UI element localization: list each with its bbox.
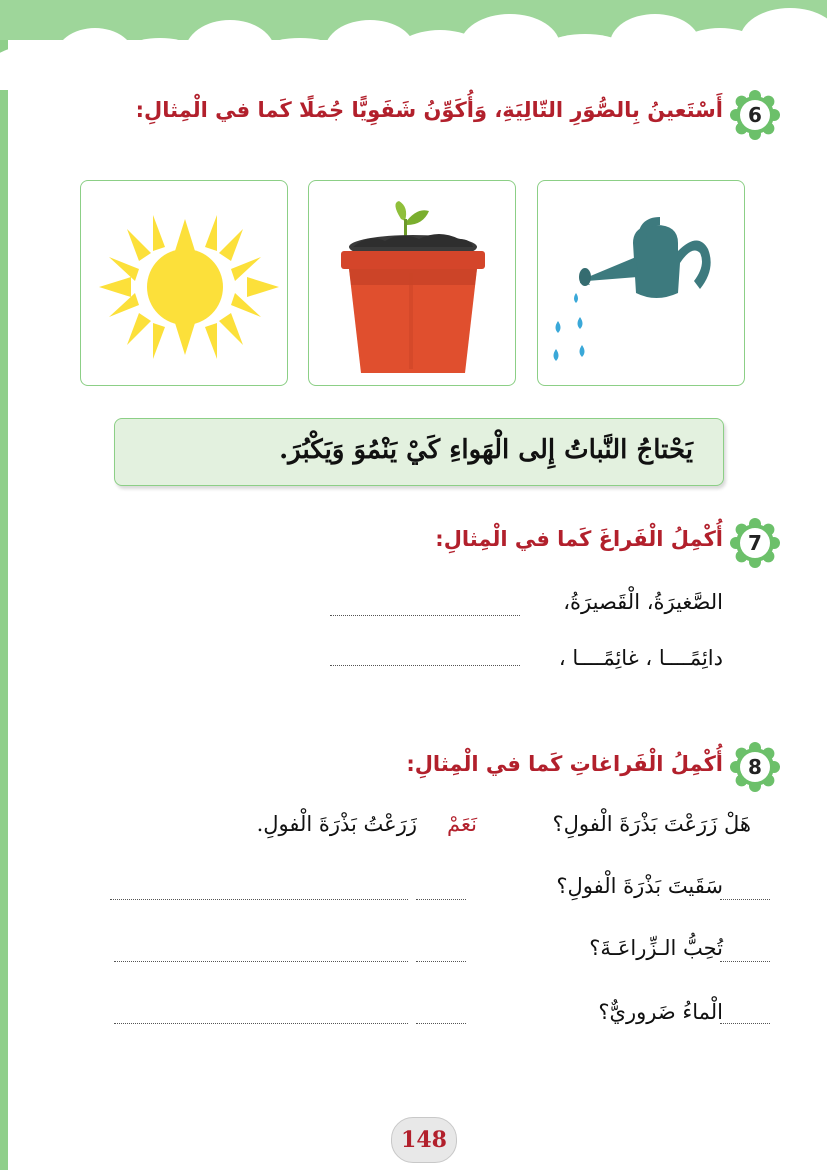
exercise-8-answer-3-prefix-blank[interactable] [416, 1022, 466, 1024]
page-left-border [0, 0, 8, 1170]
exercise-8-example-question: هَلْ زَرَعْتَ بَذْرَةَ الْفولِ؟ [552, 812, 751, 836]
exercise-7-badge [730, 518, 780, 568]
exercise-7-line-2: دائِمًــــا ، غائِمًــــا ، [558, 646, 723, 670]
exercise-7-line-1: الصَّغيرَةُ، الْقَصيرَةُ، [563, 590, 723, 614]
exercise-8-example-answer-prefix: نَعَمْ [447, 812, 477, 836]
exercise-8-question-2-prefix-blank[interactable] [720, 960, 770, 962]
exercise-7-number: 7 [748, 531, 762, 555]
exercise-8-badge [730, 742, 780, 792]
card-watering-can [537, 180, 745, 386]
sun-icon [81, 181, 289, 387]
exercise-8-question-2: تُحِبُّ الـزِّراعَـةَ؟ [589, 936, 723, 960]
watering-can-icon [538, 181, 746, 387]
exercise-6-badge [730, 90, 780, 140]
exercise-7-blank-1[interactable] [330, 614, 520, 616]
exercise-8-question-1: سَقَيتَ بَذْرَةَ الْفولِ؟ [556, 874, 723, 898]
exercise-8-question-3: الْماءُ ضَروريٌّ؟ [598, 1000, 723, 1024]
example-sentence: يَحْتاجُ النَّباتُ إِلى الْهَواءِ كَيْ يَنْمُوَ وَيَكْبُرَ. [279, 435, 693, 465]
exercise-8-answer-1-prefix-blank[interactable] [416, 898, 466, 900]
exercise-8-answer-3-blank[interactable] [114, 1022, 408, 1024]
exercise-8-question-1-prefix-blank[interactable] [720, 898, 770, 900]
page-number: 148 [391, 1117, 457, 1163]
header-clouds [0, 0, 827, 90]
plant-pot-icon [309, 181, 517, 387]
exercise-7-instruction: أُكْمِلُ الْفَراغَ كَما في الْمِثالِ: [435, 527, 723, 551]
exercise-7-blank-2[interactable] [330, 664, 520, 666]
exercise-8-number: 8 [748, 755, 762, 779]
exercise-8-example-answer: زَرَعْتُ بَذْرَةَ الْفولِ. [256, 812, 417, 836]
card-plant-pot [308, 180, 516, 386]
example-sentence-box [114, 418, 724, 486]
exercise-8-instruction: أُكْمِلُ الْفَراغاتِ كَما في الْمِثالِ: [406, 752, 723, 776]
exercise-8-answer-2-blank[interactable] [114, 960, 408, 962]
exercise-8-question-3-prefix-blank[interactable] [720, 1022, 770, 1024]
card-sun [80, 180, 288, 386]
exercise-8-answer-1-blank[interactable] [110, 898, 408, 900]
exercise-6-number: 6 [748, 103, 762, 127]
exercise-6-instruction: أَسْتَعينُ بِالصُّوَرِ التّالِيَةِ، وَأُكَوِّنُ شَفَوِيًّا جُمَلًا كَما في الْمِثالِ: [135, 98, 723, 122]
exercise-8-answer-2-prefix-blank[interactable] [416, 960, 466, 962]
